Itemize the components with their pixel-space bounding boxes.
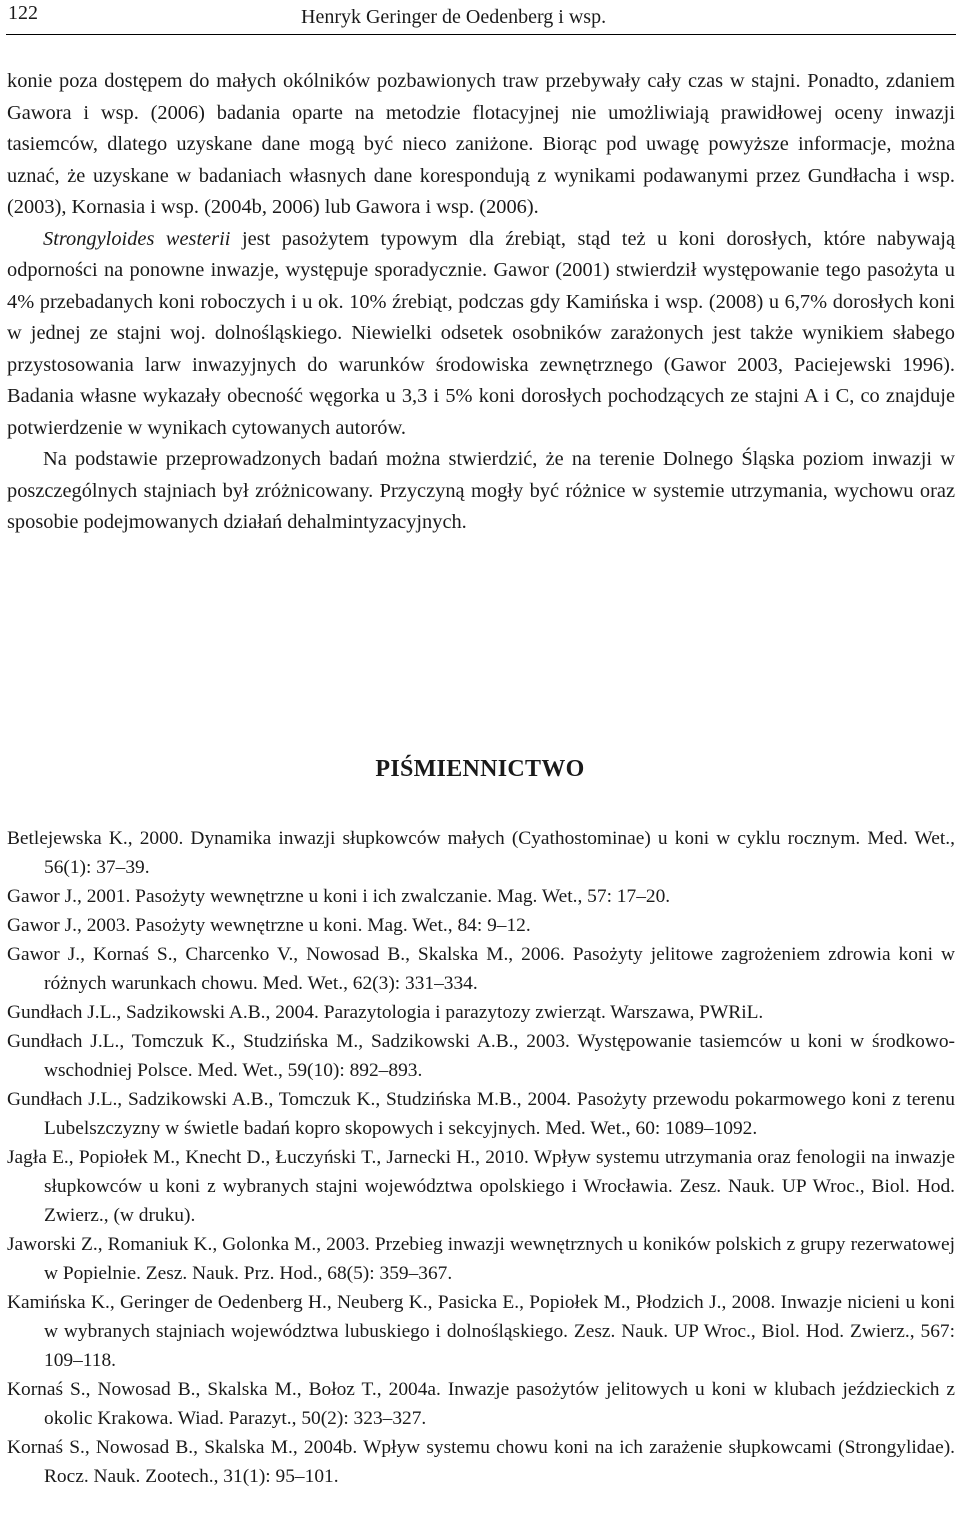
reference-item: Kamińska K., Geringer de Oedenberg H., Neuberg K., Pasicka E., Popiołek M., Płodzich J., 2008. Inwazje nicieni u koni w wybranych stajniach województwa lubuskiego i dolnośląskiego. Zesz. Nauk. UP Wroc., Biol. Hod. Zwierz., 567: 109–118. [7, 1292, 955, 1371]
species-name: Strongyloides westerii [43, 227, 231, 250]
reference-item: Gundłach J.L., Sadzikowski A.B., Tomczuk K., Studzińska M.B., 2004. Pasożyty przewodu pokarmowego koni z terenu Lubelszczyzny w świetle badań kopro skopowych i sekcyjnych. Med. Wet., 60: 1089–1092. [7, 1089, 955, 1139]
reference-item: Gawor J., 2001. Pasożyty wewnętrzne u koni i ich zwalczanie. Mag. Wet., 57: 17–20. [7, 886, 671, 907]
reference-item: Jaworski Z., Romaniuk K., Golonka M., 2003. Przebieg inwazji wewnętrznych u koników polskich z grupy rezerwatowej w Popielnie. Zesz. Nauk. Prz. Hod., 68(5): 359–367. [7, 1234, 955, 1284]
reference-item: Betlejewska K., 2000. Dynamika inwazji słupkowców małych (Cyathostominae) u koni w cyklu rocznym. Med. Wet., 56(1): 37–39. [7, 828, 955, 878]
paragraph-1: konie poza dostępem do małych okólników pozbawionych traw przebywały cały czas w stajni. Ponadto, zdaniem Gawora i wsp. (2006) badania oparte na metodzie flotacyjnej nie umożliwiają prawidłowej oceny inwazji tasiemców, dlatego uzyskane dane mogą być nieco zaniżone. Biorąc pod uwagę powyższe informacje, można uznać, że uzyskane w badaniach własnych dane korespondują z wynikami podawanymi przez Gundłacha i wsp. (2003), Kornasia i wsp. (2004b, 2006) lub Gawora i wsp. (2006). [7, 70, 955, 218]
reference-item: Kornaś S., Nowosad B., Skalska M., 2004b. Wpływ systemu chowu koni na ich zarażenie słupkowcami (Strongylidae). Rocz. Nauk. Zootech., 31(1): 95–101. [7, 1437, 955, 1487]
paragraph-2-text: jest pasożytem typowym dla źrebiąt, stąd też u koni dorosłych, które nabywają odporności na ponowne inwazje, występuje sporadycznie. Gawor (2001) stwierdził występowanie tego pasożyta u 4% przebadanych koni roboczych i u ok. 10% źrebiąt, podczas gdy Kamińska i wsp. (2008) u 6,7% dorosłych koni w jednej ze stajni woj. dolnośląskiego. Niewielki odsetek osobników zarażonych jest także wynikiem słabego przystosowania larw inwazyjnych do warunków środowiska zewnętrznego (Gawor 2003, Paciejewski 1996). Badania własne wykazały obecność węgorka u 3,3 i 5% koni dorosłych pochodzących ze stajni A i C, co znajduje potwierdzenie w wynikach cytowanych autorów. [7, 227, 956, 439]
paragraph-2 [7, 224, 955, 445]
page-header [6, 0, 956, 35]
reference-item: Gawor J., 2003. Pasożyty wewnętrzne u koni. Mag. Wet., 84: 9–12. [7, 915, 531, 936]
reference-item: Kornaś S., Nowosad B., Skalska M., Bołoz T., 2004a. Inwazje pasożytów jelitowych u koni w klubach jeździeckich z okolic Krakowa. Wiad. Parazyt., 50(2): 323–327. [7, 1379, 955, 1429]
reference-list [7, 824, 955, 1491]
reference-item: Gawor J., Kornaś S., Charcenko V., Nowosad B., Skalska M., 2006. Pasożyty jelitowe zagrożeniem zdrowia koni w różnych warunkach chowu. Med. Wet., 62(3): 331–334. [7, 944, 955, 994]
page-number: 122 [8, 2, 38, 24]
reference-item: Gundłach J.L., Tomczuk K., Studzińska M., Sadzikowski A.B., 2003. Występowanie tasiemców u koni w środkowo-wschodniej Polsce. Med. Wet., 59(10): 892–893. [7, 1031, 955, 1081]
reference-item: Gundłach J.L., Sadzikowski A.B., 2004. Parazytologia i parazytozy zwierząt. Warszawa, PWRiL. [7, 1002, 764, 1023]
reference-item: Jagła E., Popiołek M., Knecht D., Łuczyński T., Jarnecki H., 2010. Wpływ systemu utrzymania oraz fenologii na inwazje słupkowców u koni z wybranych stajni województwa opolskiego i Wrocławia. Zesz. Nauk. UP Wroc., Biol. Hod. Zwierz., (w druku). [7, 1147, 955, 1226]
running-head: Henryk Geringer de Oedenberg i wsp. [301, 6, 607, 28]
references-heading: PIŚMIENNICTWO [375, 756, 585, 782]
body-text [7, 66, 955, 539]
paragraph-3: Na podstawie przeprowadzonych badań można stwierdzić, że na terenie Dolnego Śląska poziom inwazji w poszczególnych stajniach był zróżnicowany. Przyczyną mogły być różnice w systemie utrzymania, wychowu oraz sposobie podejmowanych działań dehalmintyzacyjnych. [7, 448, 955, 533]
